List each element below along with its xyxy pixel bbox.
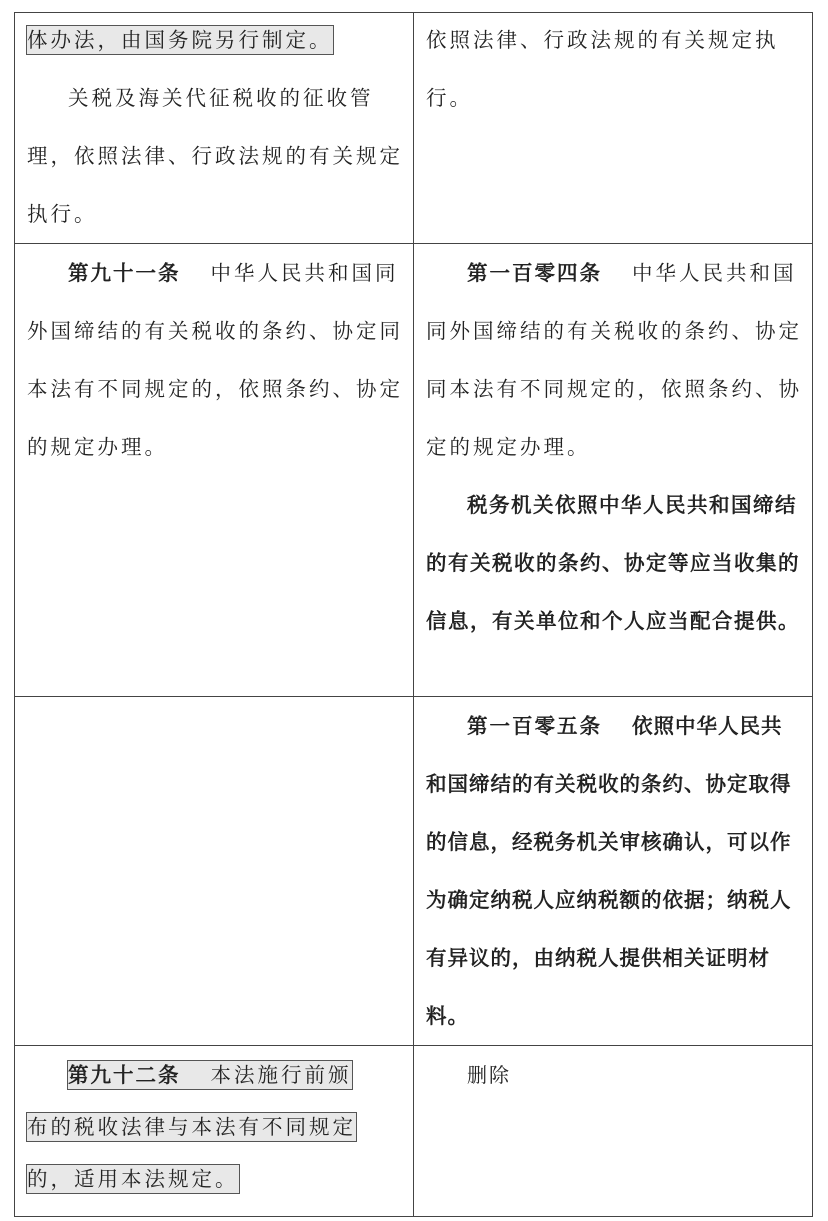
deleted-note: 删除: [467, 1063, 511, 1087]
table-cell-old: [15, 244, 414, 697]
article-number: 第一百零四条: [467, 261, 602, 285]
paragraph: [27, 1046, 403, 1104]
table-cell-new: [414, 1046, 813, 1217]
paragraph: [27, 11, 403, 69]
article-number: 第一百零五条: [467, 714, 602, 738]
table-cell-new: [414, 244, 813, 697]
comparison-table: [14, 12, 813, 1217]
table-cell-new: [414, 13, 813, 244]
highlighted-text: 布的税收法律与本法有不同规定: [27, 1115, 356, 1139]
article-number: 第九十二条: [68, 1063, 181, 1087]
article-text: 本法施行前颁: [210, 1063, 352, 1087]
table-row: [15, 13, 813, 244]
table-cell-new: [414, 697, 813, 1046]
table-row: [15, 697, 813, 1046]
table-cell-old: [15, 1046, 414, 1217]
table-cell-old: [15, 13, 414, 244]
table-cell-old-empty: [15, 697, 414, 1046]
paragraph: [426, 244, 802, 476]
highlighted-text: 的，适用本法规定。: [27, 1167, 239, 1191]
table-row: [15, 244, 813, 697]
paragraph: [27, 1150, 403, 1208]
article-number: 第九十一条: [68, 261, 181, 285]
paragraph-added: 税务机关依照中华人民共和国缔结的有关税收的条约、协定等应当收集的信息，有关单位和个人应当配合提供。: [426, 493, 800, 633]
article-text: 中华人民共和国同外国缔结的有关税收的条约、协定同本法有不同规定的，依照条约、协定的规定办理。: [426, 261, 802, 459]
paragraph-added: [426, 697, 802, 1045]
article-text: 中华人民共和国同外国缔结的有关税收的条约、协定同本法有不同规定的，依照条约、协定的规定办理。: [27, 261, 403, 459]
paragraph: 依照法律、行政法规的有关规定执行。: [426, 28, 779, 110]
highlighted-text: [68, 1061, 352, 1089]
paragraph: [27, 1098, 403, 1156]
paragraph: 关税及海关代征税收的征收管理，依照法律、行政法规的有关规定执行。: [27, 86, 403, 226]
article-text: 依照中华人民共和国缔结的有关税收的条约、协定取得的信息，经税务机关审核确认，可以作为确定纳税人应纳税额的依据；纳税人有异议的，由纳税人提供相关证明材料。: [426, 714, 792, 1028]
table-row: [15, 1046, 813, 1217]
paragraph: [27, 244, 403, 476]
highlighted-text: 体办法，由国务院另行制定。: [27, 28, 333, 52]
